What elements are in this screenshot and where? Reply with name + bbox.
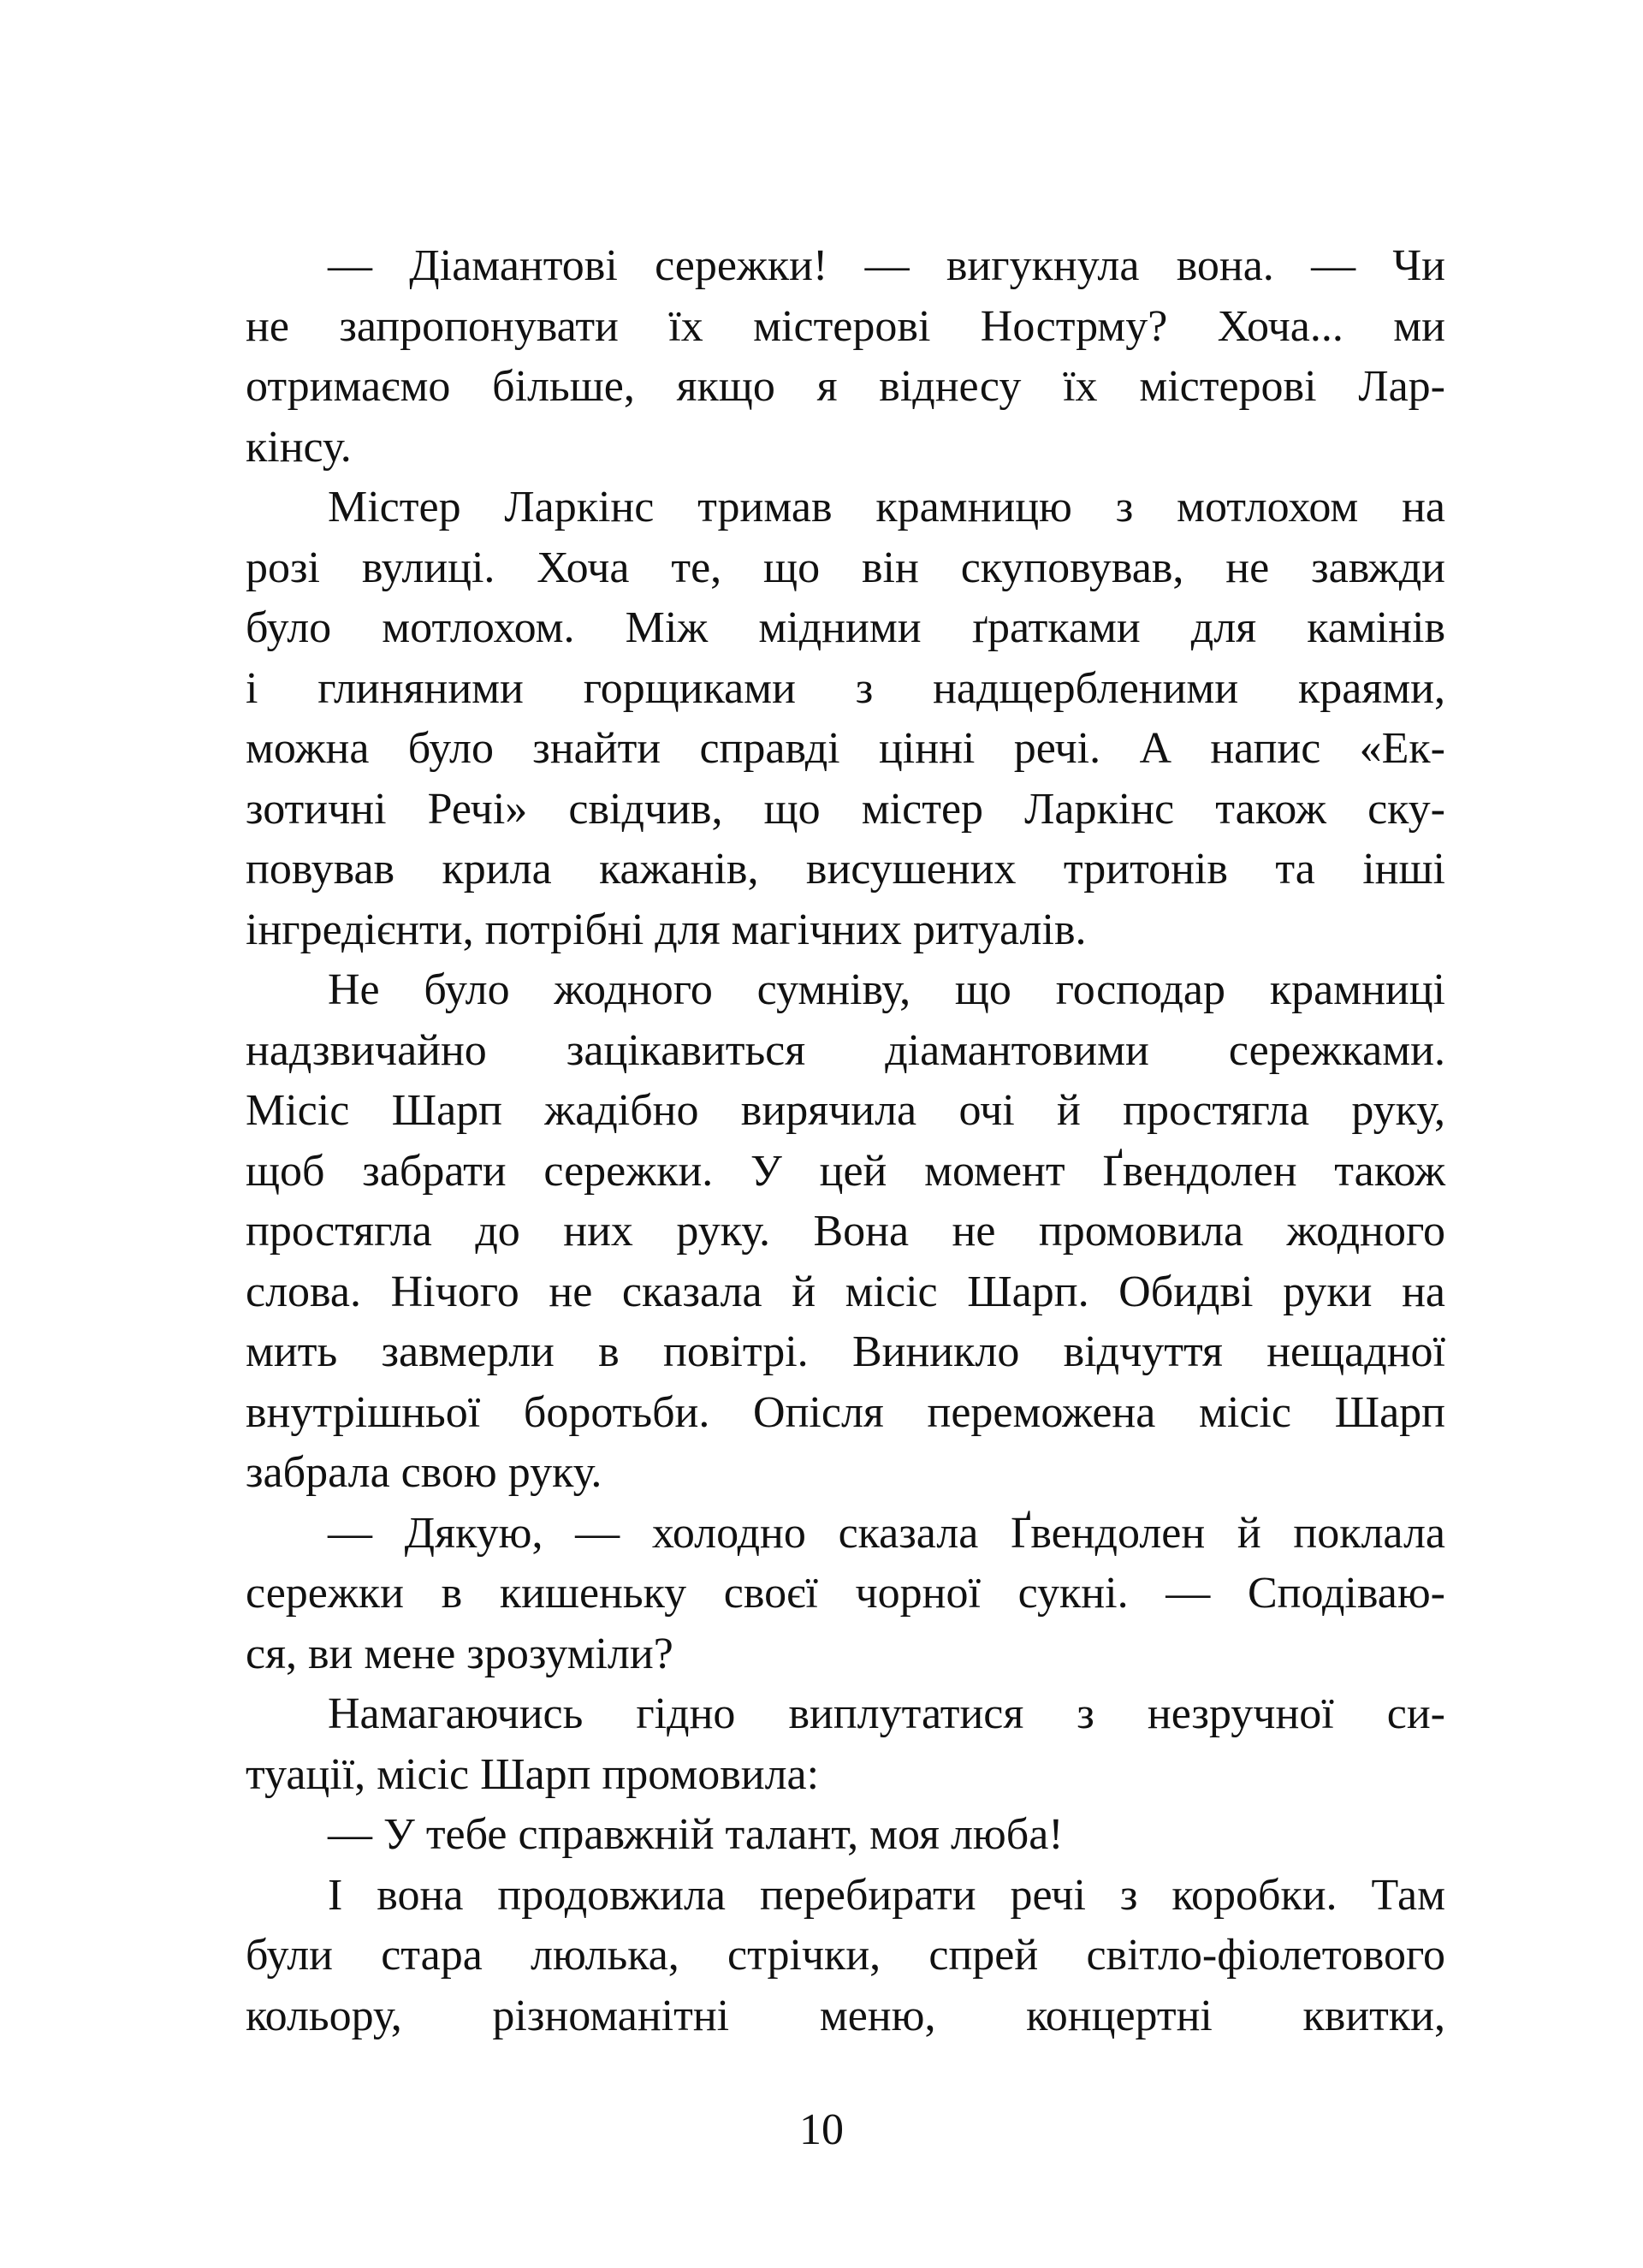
text-line: — У тебе справжній талант, моя люба!: [328, 1810, 1064, 1859]
text-line: простягла до них руку. Вона не промовила жодного: [246, 1207, 1445, 1256]
text-line: слова. Нічого не сказала й місіс Шарп. Обидві руки на: [246, 1267, 1445, 1316]
text-line: І вона продовжила перебирати речі з коробки. Там: [328, 1870, 1445, 1920]
text-line: отримаємо більше, якщо я віднесу їх містерові Лар-: [246, 362, 1445, 411]
text-line: було мотлохом. Між мідними ґратками для камінів: [246, 603, 1445, 652]
text-line: Намагаючись гідно виплутатися з незручної си-: [328, 1689, 1445, 1738]
text-line: внутрішньої боротьби. Опісля переможена місіс Шарп: [246, 1387, 1445, 1437]
text-line: кольору, різноманітні меню, концертні квитки,: [246, 1991, 1445, 2040]
text-line: Місіс Шарп жадібно вирячила очі й простягла руку,: [246, 1086, 1445, 1135]
text-line: — Дякую, — холодно сказала Ґвендолен й поклала: [328, 1508, 1445, 1558]
text-line: Містер Ларкінс тримав крамницю з мотлохом на: [328, 483, 1445, 531]
text-line: щоб забрати сережки. У цей момент Ґвендолен також: [246, 1146, 1445, 1196]
text-line: повував крила кажанів, висушених тритонів та інші: [246, 845, 1445, 894]
text-line: туації, місіс Шарп промовила:: [246, 1749, 820, 1799]
text-line: мить завмерли в повітрі. Виникло відчуття нещадної: [246, 1327, 1445, 1376]
text-line: сережки в кишеньку своєї чорної сукні. — Сподіваю-: [246, 1569, 1445, 1618]
text-line: і глиняними горщиками з надщербленими краями,: [246, 663, 1445, 713]
text-line: — Діамантові сережки! — вигукнула вона. — Чи: [328, 241, 1445, 290]
text-line: можна було знайти справді цінні речі. А напис «Ек-: [246, 724, 1445, 773]
text-line: надзвичайно зацікавиться діамантовими сережками.: [246, 1025, 1445, 1075]
text-line: кінсу.: [246, 422, 352, 472]
text-line: інгредієнти, потрібні для магічних ритуалів.: [246, 905, 1087, 954]
page-number: 10: [799, 2105, 844, 2154]
text-line: зотичні Речі» свідчив, що містер Ларкінс також ску-: [246, 784, 1445, 834]
text-line: розі вулиці. Хоча те, що він скуповував, не завжди: [246, 543, 1445, 592]
text-line: були стара люлька, стрічки, спрей світло-фіолетового: [246, 1931, 1445, 1980]
text-line: забрала свою руку.: [246, 1448, 602, 1497]
text-line: Не було жодного сумніву, що господар крамниці: [328, 965, 1445, 1014]
text-line: не запропонувати їх містерові Нострму? Хоча... ми: [246, 301, 1445, 351]
page-body-text: [246, 236, 1445, 2046]
text-line: ся, ви мене зрозуміли?: [246, 1629, 673, 1678]
